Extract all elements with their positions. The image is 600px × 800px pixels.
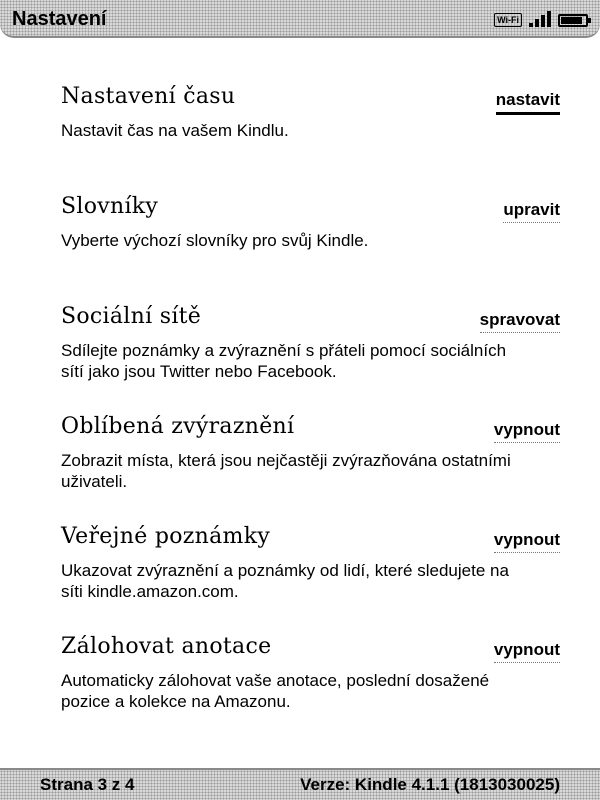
status-icons <box>494 9 588 29</box>
setting-item <box>61 634 560 744</box>
setting-description: Zobrazit místa, která jsou nejčastěji zvýrazňována ostatními uživateli. <box>61 451 511 491</box>
battery-fill <box>561 17 582 24</box>
version-label: Verze: Kindle 4.1.1 (1813030025) <box>300 775 560 794</box>
setting-title: Veřejné poznámky <box>61 524 271 549</box>
setting-title: Oblíbená zvýraznění <box>61 414 295 439</box>
setting-description: Vyberte výchozí slovníky pro svůj Kindle. <box>61 231 369 250</box>
settings-list <box>61 84 560 744</box>
setting-item <box>61 84 560 194</box>
setting-action-button[interactable]: nastavit <box>496 90 560 115</box>
setting-item <box>61 194 560 304</box>
setting-title: Zálohovat anotace <box>61 634 272 659</box>
page-indicator: Strana 3 z 4 <box>40 775 135 794</box>
setting-description: Sdílejte poznámky a zvýraznění s přáteli pomocí sociálních sítí jako jsou Twitter nebo Facebook. <box>61 341 507 381</box>
setting-description: Automaticky zálohovat vaše anotace, poslední dosažené pozice a kolekce na Amazonu. <box>61 671 490 711</box>
setting-action-button[interactable]: vypnout <box>494 420 560 443</box>
setting-action-button[interactable]: upravit <box>503 200 560 223</box>
battery-icon <box>558 14 588 27</box>
setting-action-button[interactable]: spravovat <box>480 310 560 333</box>
signal-strength-icon <box>529 11 551 27</box>
wifi-icon: Wi-Fi <box>494 13 522 27</box>
footer-bar <box>0 768 600 800</box>
setting-action-button[interactable]: vypnout <box>494 530 560 553</box>
setting-title: Sociální sítě <box>61 304 202 329</box>
page-title: Nastavení <box>12 8 107 30</box>
setting-title: Slovníky <box>61 194 159 219</box>
signal-bar <box>541 15 545 27</box>
title-bar <box>0 0 600 38</box>
setting-description: Nastavit čas na vašem Kindlu. <box>61 121 289 140</box>
setting-item <box>61 414 560 524</box>
setting-description: Ukazovat zvýraznění a poznámky od lidí, které sledujete na síti kindle.amazon.com. <box>61 561 509 601</box>
signal-bar <box>547 11 551 27</box>
signal-bar <box>529 23 533 27</box>
setting-item <box>61 524 560 634</box>
signal-bar <box>535 19 539 27</box>
setting-title: Nastavení času <box>61 84 236 109</box>
setting-item <box>61 304 560 414</box>
setting-action-button[interactable]: vypnout <box>494 640 560 663</box>
